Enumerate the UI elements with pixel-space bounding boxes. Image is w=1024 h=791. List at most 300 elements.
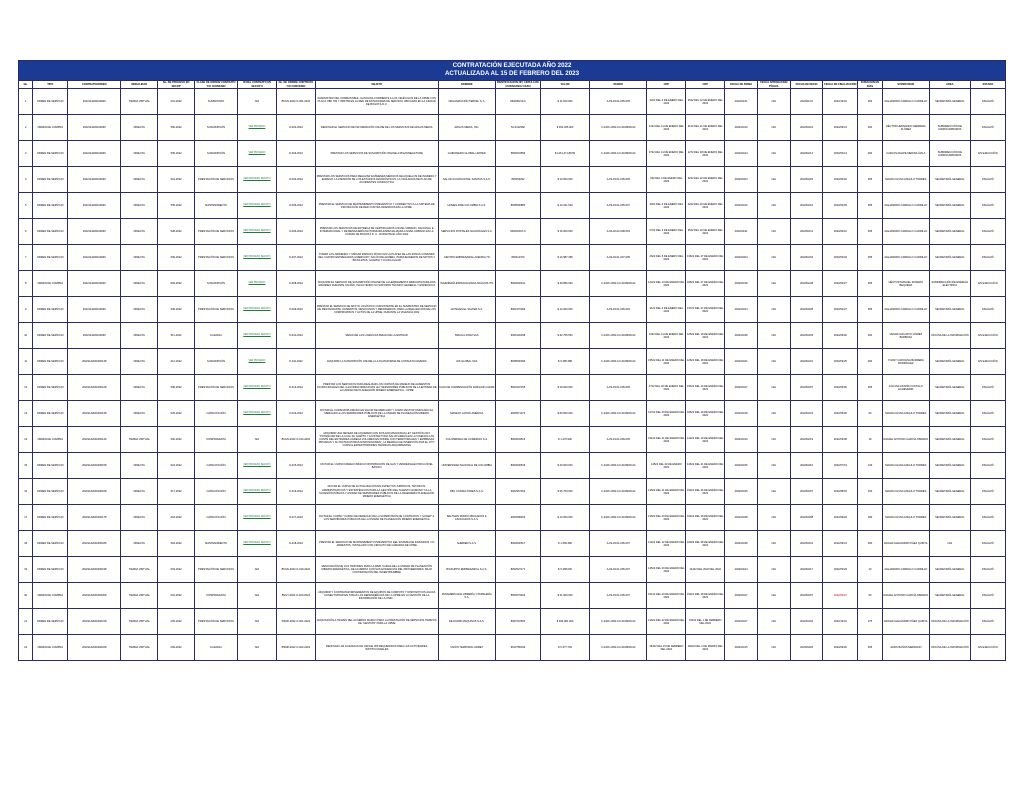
cell-id-secop[interactable]: VER PROCESO SECOP II [238, 245, 277, 271]
cell-rubro: C-2106-1000-0-0-2108003-02 [590, 505, 647, 531]
cell-identificacion: 8000716500 [495, 609, 540, 635]
cell-proceso-secop: 524-2022 [158, 453, 195, 479]
cell-identificacion: 8000000633 [495, 453, 540, 479]
cell-proceso-secop: 609-2022 [158, 271, 195, 297]
cell-tipo: ORDEN DE COMPRA [33, 115, 68, 141]
cell-rubro: A-03-03-01-005-005 [590, 89, 647, 115]
cell-rubro: C-2106-1000-0-0-2108003-02 [590, 479, 647, 505]
cell-modalidad: DIRECTA [121, 349, 158, 375]
cell-id-secop[interactable]: VER PROCESO SECOP II [238, 375, 277, 401]
cell-fecha-firma: 2022/02/11 [725, 89, 758, 115]
cell-fecha-fin: 2023/02/13 [823, 141, 858, 167]
cell-duracion: 365 [858, 635, 883, 661]
cell-supervisor: CARLOS FELIPE MEDINA ÁVILA [882, 141, 929, 167]
cell-clase: SUSCRIPCIÓN [195, 349, 238, 375]
cell-num-orden: BVGN-2022 O-019-2022 [276, 557, 315, 583]
cell-duracion: 180 [858, 505, 883, 531]
cell-proceso-secop: 617-2022 [158, 479, 195, 505]
cell-area: OFICINA DE LA INFORMACIÓN [929, 323, 970, 349]
cell-supervisor: ALEJANDRO CARRILLO CARRILLO [882, 557, 929, 583]
table-header-row [19, 80, 1006, 88]
cell-estado: EN EJECUCIÓN [970, 141, 1005, 167]
cell-num-orden: O-005-2022 [276, 193, 315, 219]
table-row [19, 141, 1006, 167]
cell-nombre: HOMES FIRE COLOMBIA S.A.S. [438, 193, 495, 219]
cell-identificacion: 8002527171 [495, 557, 540, 583]
cell-valor: $ 49.856.020 [540, 271, 589, 297]
cell-identificacion: 8002470069 [495, 297, 540, 323]
cell-nombre: DE DURMI MAQUINAS S.A.S. [438, 609, 495, 635]
cell-fecha-poliza: N/A [757, 609, 790, 635]
cell-contrato: 20221142001000168 [68, 479, 121, 505]
cell-identificacion: 830095213-0 [495, 89, 540, 115]
cell-supervisor: HÉCTOR MANUEL ROSERO BEQUERA [882, 271, 929, 297]
cell-supervisor: RAFAEL ANTONIO GARCÍA OBANDO [882, 427, 929, 453]
cell-valor: $ 50.500.000 [540, 401, 589, 427]
cell-clase: PRESTACIÓN DE SERVICIOS [195, 375, 238, 401]
cell-proceso-secop: 506-2022 [158, 115, 195, 141]
cell-supervisor: MAGDA ILIANA ANGULO TORRES [882, 479, 929, 505]
column-header: RUBRO [590, 80, 647, 88]
cell-tipo: ORDEN DE SERVICIO [33, 609, 68, 635]
cell-id-secop[interactable]: VER PROCESO SECOP II [238, 479, 277, 505]
cell-clase: COMPRAVENTA [195, 427, 238, 453]
cell-id-secop[interactable]: VER PROCESO [238, 349, 277, 375]
cell-crp: 16922 DEL 28 DE ENERO DEL 2022 [686, 531, 725, 557]
cell-fecha-poliza: N/A [757, 427, 790, 453]
cell-proceso-secop: 525-2022 [158, 401, 195, 427]
cell-fecha-fin: 2023/03/20 [823, 635, 858, 661]
cell-rubro: C-2106-1000-0-0-2108003-02 [590, 271, 647, 297]
cell-no: 9 [19, 297, 33, 323]
cell-crp: 2522 DEL 12 DE ENERO DEL 2022 [686, 89, 725, 115]
cell-tipo: ORDEN DE SERVICIO [33, 89, 68, 115]
cell-cdp: 15122 DEL 31 DE ENERO DEL 2022 [647, 427, 686, 453]
cell-nombre: SERVICIOS POSTALES NACIONALES S.A. [438, 219, 495, 245]
cell-clase: LICENCIA [195, 635, 238, 661]
cell-no: 7 [19, 245, 33, 271]
cell-duracion: 364 [858, 323, 883, 349]
cell-nombre: HOTELES EL SALTER S.A. [438, 297, 495, 323]
cell-fecha-poliza: N/A [757, 323, 790, 349]
cell-fecha-fin: 2022/07/19 [823, 453, 858, 479]
cell-estado: FINALIZÓ [970, 401, 1005, 427]
cell-no: 13 [19, 401, 33, 427]
cell-no: 17 [19, 505, 33, 531]
cell-tipo: ORDEN DE SERVICIO [33, 167, 68, 193]
cell-no: 22 [19, 635, 33, 661]
cell-contrato: 20221142001000149 [68, 427, 121, 453]
cell-fecha-firma: 2022/02/14 [725, 141, 758, 167]
cell-supervisor: MAGDA ILIANA ANGULO TORRES [882, 401, 929, 427]
cell-valor: $ 14.021.540 [540, 193, 589, 219]
cell-fecha-poliza: N/A [757, 635, 790, 661]
cell-duracion: 364 [858, 115, 883, 141]
cell-valor: $ 13.000.000 [540, 167, 589, 193]
cell-fecha-fin: 2023/02/09 [823, 193, 858, 219]
cell-id-secop[interactable]: VER PROCESO SECOP II [238, 323, 277, 349]
cell-area: SECRETARÍA GENERAL [929, 479, 970, 505]
cell-valor: $ 1.469.380 [540, 531, 589, 557]
cell-modalidad: DIRECTA [121, 531, 158, 557]
cell-clase: CAPACITACIÓN [195, 479, 238, 505]
cell-fecha-firma: 2022/02/28 [725, 531, 758, 557]
cell-area: SECRETARÍA GENERAL [929, 89, 970, 115]
cell-supervisor: EDGAR ALEJANDRO PÁEZ QUINTA [882, 531, 929, 557]
cell-area: SUBDIRECCIÓN DE HIDROCARBUROS [929, 141, 970, 167]
cell-cdp: 15122 DEL 20 DE ENERO DEL 2022 [647, 583, 686, 609]
cell-proceso-secop: 600-2022 [158, 427, 195, 453]
cell-crp: 13622 DEL 27 DE ENERO DEL 2022 [686, 245, 725, 271]
cell-estado: EN EJECUCIÓN [970, 349, 1005, 375]
cell-objeto: ADQUISICIÓN A TRAVÉS DEL ACUERDO MARCO PARA LA PRESTACIÓN DE SERVICIOS TIEMPOS DE "GESTIÓN" PARA LA UPME [315, 609, 438, 635]
cell-id-secop[interactable]: VER PROCESO SECOP II [238, 219, 277, 245]
cell-fecha-fin: 2023/02/27 [823, 297, 858, 323]
cell-objeto: SUMINISTRO DEL COMBUSTIBLE, GASOLINA CORRIENTE A LOS VEHÍCULOS DE LA UPME CON PLACA OBF 783 Y OBF783 EN LA RED DE ESTACIONES DE SERVICIO UBICADAS EN LA CIUDAD DE BOGOTÁ D.C. [315, 89, 438, 115]
cell-tipo: ORDEN DE SERVICIO [33, 219, 68, 245]
cell-contrato: 2022114200100036 [68, 245, 121, 271]
cell-num-orden: O-013-2022 [276, 401, 315, 427]
cell-modalidad: TIENDA VIRTUAL [121, 609, 158, 635]
cell-fecha-firma: 2022/02/15 [725, 635, 758, 661]
table-row [19, 193, 1006, 219]
cell-num-orden: O-006-2022 [276, 219, 315, 245]
cell-estado: FINALIZÓ [970, 115, 1005, 141]
cell-id-secop[interactable]: VER PROCESO [238, 115, 277, 141]
cell-contrato: 2022114200100036 [68, 115, 121, 141]
cell-crp: 3122 DEL 21 DE ENERO DEL 2022 [686, 115, 725, 141]
cell-tipo: ORDEN DE SERVICIO [33, 479, 68, 505]
column-header: FECHA DE INICIO [790, 80, 823, 88]
cell-fecha-firma: 2022/03/14 [725, 557, 758, 583]
cell-objeto: RENOVACIÓN DE LOS TRIPODES PARA LA WEB, CARGA DE LA UNIDAD DE PLANEACIÓN MINERO ENERGÉTICA, DE ACUERDO CON SUS EXIGENCIAS DEL PROVEEDORES, BAJO CONTRATACIÓN DEL INCERTIDUMBRE [315, 557, 438, 583]
cell-id-secop[interactable]: VER PROCESO SECOP II [238, 297, 277, 323]
cell-valor: $ 42.765.554 [540, 323, 589, 349]
cell-num-orden: 85008-2022 O-022-2022 [276, 635, 315, 661]
cell-estado: FINALIZÓ [970, 219, 1005, 245]
cell-nombre: BIZAGI LATAM SAS [438, 323, 495, 349]
cell-duracion: 19 [858, 427, 883, 453]
cell-duracion: 13 [858, 557, 883, 583]
cell-fecha-poliza: N/A [757, 401, 790, 427]
table-row [19, 297, 1006, 323]
cell-duracion: 365 [858, 375, 883, 401]
title-line-1: CONTRATACIÓN EJECUTADA AÑO 2022 [452, 61, 572, 69]
cell-nombre: MANEJO LATINO AMÉRICA [438, 401, 495, 427]
table-body [19, 89, 1006, 661]
cell-num-orden: O-011-2022 [276, 349, 315, 375]
cell-modalidad: DIRECTA [121, 453, 158, 479]
cell-identificacion: 9000571373 [495, 401, 540, 427]
cell-proceso-secop: 505-2022 [158, 141, 195, 167]
cell-contrato: 2022114200100006 [68, 89, 121, 115]
cell-valor: $ 1.470.900 [540, 427, 589, 453]
cell-proceso-secop: 005-2022 [158, 609, 195, 635]
cell-no: 10 [19, 323, 33, 349]
cell-fecha-fin: 2022/03/08 [823, 427, 858, 453]
cell-fecha-inicio: 2022/02/19 [790, 427, 823, 453]
cell-clase: PRESTACIÓN DE SERVICIOS [195, 297, 238, 323]
cell-crp: 15222 DEL 26 DE ENERO DEL 2022 [686, 479, 725, 505]
column-header: VALOR [540, 80, 589, 88]
cell-valor: $ 6.377.749 [540, 635, 589, 661]
cell-area: SECRETARÍA GENERAL [929, 245, 970, 271]
cell-crp: 4222 DEL 20 DE ENERO DEL 2022 [686, 193, 725, 219]
cell-fecha-inicio: 2022/03/01 [790, 401, 823, 427]
cell-modalidad: DIRECTA [121, 219, 158, 245]
cell-cdp: 2722 DEL 6 DE ENERO DEL 2022 [647, 219, 686, 245]
cell-fecha-fin: 2022/08/03 [823, 479, 858, 505]
cell-tipo: ORDEN DE SERVICIO [33, 505, 68, 531]
cell-id-secop[interactable]: VER PROCESO [238, 141, 277, 167]
cell-fecha-fin: 2023/03/31 [823, 115, 858, 141]
table-row [19, 245, 1006, 271]
cell-objeto: PRESTAR LOS SERVICIOS PARA REALIZAR LOS CURSOS DE MANEJO DE ALIMENTOS OCUPACIONALES DEL A ACUDIDA DIRECTIVAS LEY SERVIDORES PÚBLICOS DE LA ENTIDAD DE LA UNIDAD DE PLANEACIÓN MINERO ENERGÉTICA - UPME [315, 375, 438, 401]
cell-num-orden: O-016-2022 [276, 479, 315, 505]
cell-identificacion: 9000058200 [495, 505, 540, 531]
cell-fecha-poliza: N/A [757, 141, 790, 167]
column-header: CLASE DE ORDEN/ CONTRATO Y/O CONVENIO [196, 81, 236, 88]
cell-rubro: A-03-03-01-005-005 [590, 375, 647, 401]
cell-objeto: PRESTAR LOS SERVICIOS DE SUSCRIPCIÓN ONLINE A RIGZONE/ACTURE [315, 141, 438, 167]
cell-modalidad: DIRECTA [121, 401, 158, 427]
cell-objeto: ADQUIRIR EL SERVICIO DE SUSCRIPCIÓN ONLINE DE LA HERRAMIENTA WEB DATA PARA DOS GRANDES DURANTE UN AÑO, INCLUYENDO SU SOPORTE TÉCNICO GENERAL Y ESPECÍFICO [315, 271, 438, 297]
cell-fecha-firma: 2022/02/27 [725, 609, 758, 635]
cell-crp: 14422 DEL 2022 DEL 2022 [686, 557, 725, 583]
cell-fecha-fin: 2022/12/31 [823, 89, 858, 115]
cell-fecha-inicio: 2022/03/08 [790, 505, 823, 531]
table-row [19, 531, 1006, 557]
cell-clase: SUSCRIPCIÓN [195, 115, 238, 141]
cell-identificacion: 8008500880 [495, 193, 540, 219]
cell-rubro: A-03-03-01-005-005 [590, 167, 647, 193]
cell-rubro: C-2106-1000-0-0-2108003-02 [590, 141, 647, 167]
cell-id-secop[interactable]: VER PROCESO SECOP II [238, 193, 277, 219]
cell-estado: FINALIZÓ [970, 193, 1005, 219]
cell-duracion: 365 [858, 193, 883, 219]
cell-objeto: PRESTAR LOS SERVICIOS DE ENTREGA DE CERTIFICADOS A NIVEL URBANO, NACIONAL E INTERNACIONAL Y DE MENSAJERÍA MOTORIZADA ESPECIALIZADA A NIVEL URBANO EN LA CIUDAD DE BOGOTÁ D. C., DURANTE EL AÑO 2022 [315, 219, 438, 245]
cell-clase: MANTENIMIENTO [195, 193, 238, 219]
cell-area: SECRETARÍA GENERAL [929, 375, 970, 401]
cell-id-secop[interactable]: VER PROCESO SECOP II [238, 531, 277, 557]
cell-area: SECRETARÍA GENERAL [929, 349, 970, 375]
cell-objeto: DICTAR EL CURSO/DIPLOMADO EN VALOR DE MERCADO Y COMO-VECTOR UNIFICADO EL MERCADO A LOS SERVIDORES PÚBLICOS DE LA UNIDAD DE PLANEACIÓN MINERO ENERGÉTICA [315, 401, 438, 427]
cell-no: 15 [19, 453, 33, 479]
cell-cdp: 4722 DEL 20 DE ENERO DEL 2022 [647, 375, 686, 401]
table-row [19, 375, 1006, 401]
cell-area: SECRETARÍA GENERAL [929, 557, 970, 583]
cell-proceso-secop: 609-2022 [158, 245, 195, 271]
column-header: TIPO [33, 80, 68, 88]
cell-cdp: 3122 DEL 11 DE ENERO DEL 2022 [647, 115, 686, 141]
cell-contrato: 20221142001000138 [68, 401, 121, 427]
cell-nombre: SHEBIEM S.A.S. [438, 531, 495, 557]
cell-nombre: UNIVERSIDAD NACIONAL DE COLOMBIA [438, 453, 495, 479]
column-header: SUPERVISOR [882, 80, 929, 88]
cell-id-secop[interactable]: VER PROCESO SECOP II [238, 505, 277, 531]
cell-id-secop: N/A [238, 635, 277, 661]
cell-rubro: A-03-01-01-009-005 [590, 427, 647, 453]
cell-crp: 13722 DEL 27 DE ENERO DEL 2022 [686, 297, 725, 323]
cell-modalidad: TIENDA VIRTUAL [121, 557, 158, 583]
cell-clase: COMPRAVENTA [195, 583, 238, 609]
cell-id-secop: N/A [238, 609, 277, 635]
cell-nombre: ARGUS MEDIA, INC. [438, 115, 495, 141]
cell-no: 12 [19, 375, 33, 401]
cell-contrato: 20221142001000158 [68, 453, 121, 479]
table-row [19, 323, 1006, 349]
cell-valor: $ 362.465.000 [540, 115, 589, 141]
cell-supervisor: MAGDA ILIANA ANGULO TORRES [882, 167, 929, 193]
cell-contrato: 20221142001000186 [68, 531, 121, 557]
cell-supervisor: JULIANA ASTRID CASTILLO ECHEVERRI [882, 375, 929, 401]
cell-valor: $ 26.700.000 [540, 479, 589, 505]
cell-supervisor: ALEJANDRO CARRILLO CARRILLO [882, 297, 929, 323]
cell-estado: EN EJECUCIÓN [970, 323, 1005, 349]
cell-identificacion: 8600197155 [495, 375, 540, 401]
cell-rubro: C-2106-1000-0-0-2108003-02 [590, 349, 647, 375]
cell-id-secop[interactable]: VER PROCESO [238, 271, 277, 297]
cell-estado: FINALIZÓ [970, 505, 1005, 531]
cell-rubro: C-2106-1000-0-0-2108003-02 [590, 401, 647, 427]
cell-area: SECRETARÍA GENERAL [929, 427, 970, 453]
cell-tipo: ORDEN DE COMPRA [33, 583, 68, 609]
cell-cdp: 3422 DEL 11 DE ENERO DEL 2022 [647, 323, 686, 349]
cell-identificacion: 8900004516 [495, 427, 540, 453]
cell-crp: 15222 DEL 1 DE FEBRERO DEL 2022 [686, 609, 725, 635]
cell-cdp: 932 DEL 3 DE ENERO DEL 2022 [647, 167, 686, 193]
column-header: IDENTIFICACIÓN NIT, CEDULA DE CIUDADANIA/ CEDU [496, 81, 540, 88]
cell-proceso-secop: 528-2022 [158, 219, 195, 245]
cell-num-orden: O-004-2022 [276, 167, 315, 193]
cell-fecha-firma: 2022/02/24 [725, 297, 758, 323]
cell-cdp: 15522 DEL 11 DE ENERO DEL 2022 [647, 349, 686, 375]
cell-no: 3 [19, 141, 33, 167]
cell-modalidad: TIENDA VIRTUAL [121, 583, 158, 609]
cell-objeto: RENOVAR LAS LICENCIAS BIZAGI DE LA ENTIDAD [315, 323, 438, 349]
cell-cdp: 3022 DEL 6 DE ENERO DEL 2022 [647, 193, 686, 219]
cell-area: OFICINA DE LA INFORMACIÓN [929, 635, 970, 661]
cell-clase: LICENCIA [195, 323, 238, 349]
column-header: CONTRATO/ORDEN [68, 80, 121, 88]
column-header: NOMBRE [438, 80, 495, 88]
cell-duracion: 365 [858, 167, 883, 193]
cell-id-secop[interactable]: VER PROCESO SECOP II [238, 453, 277, 479]
cell-fecha-inicio: 2022/02/14 [790, 141, 823, 167]
cell-duracion: 130 [858, 453, 883, 479]
cell-modalidad: TIENDA VIRTUAL [121, 427, 158, 453]
cell-objeto: TOMAR LOS ARRIENDO Y UBICAR ESPACIO FÍSICO EN LA PLATEA DE LAS ZONAS COMUNES DEL CUATRO ENTREGADOS A MERCURY, SALÓN DE ALMERA, PARQUEADEROS DE MOTOS Y BICICLETAS, GUARDA Y AYUDA ALGAR [315, 245, 438, 271]
cell-crp: 12522 DEL 18 DE ENERO DEL 2022 [686, 323, 725, 349]
cell-valor: $ 14.000.000 [540, 297, 589, 323]
table-row [19, 583, 1006, 609]
cell-fecha-firma: 2022/02/03 [725, 167, 758, 193]
cell-fecha-firma: 2022/02/04 [725, 245, 758, 271]
cell-supervisor: EDGAR ALEJANDRO PÁEZ QUINTA [882, 609, 929, 635]
cell-fecha-poliza: N/A [757, 297, 790, 323]
cell-identificacion: 9002957362 [495, 479, 540, 505]
cell-fecha-inicio: 2022/02/10 [790, 193, 823, 219]
cell-objeto: ADQUIRIR UNA NEVERA DE AQUAREDI CON DOS EXQUISICIONAS LEY GESTIÓN 2017 "POTENCIAR DE LA CUAL SU ACEPTA Y AJUSTAR TODA SALUD AMELIA EN LA VIGENCIA LAS CONTÉ DEL ENTIDADES AGREGA VOLUMEN EN DONDE CON TERRITORIALES Y EMPRESAS PRIVADAS Y SU DICTAN ATORAS DISPOSICIONES", LA MEDIDA FUE INSERCIÓN POR EL CITY CONSUL EXPEDITORIONES TEÓRICAS ADQUIRIENTES [315, 427, 438, 453]
cell-estado: FINALIZÓ [970, 375, 1005, 401]
column-header: FECHA APROBACIÓN PÓLIZA [757, 80, 790, 88]
cell-objeto: RENOVAR LAS LICENCIAS DE OFFICE 365 REQUERIDOS PARA LAS ACTIVIDADES INSTITUCIONALES [315, 635, 438, 661]
cell-tipo: ORDEN DE COMPRA [33, 635, 68, 661]
cell-objeto: ADQUIRIR Y CONTRATAR IMPLEMENTOS DE EQUIPOS DE CÓMPUTO Y DISPOSITIVOS AGUAS CONECTIVIDAD EN TODAS LAS DEPENDENCIAS DE LA UPME EN LA GESTIÓN DE LA INFORMACIÓN DE LA UNID... [315, 583, 438, 609]
cell-rubro: A-02-02-02-008-003 [590, 219, 647, 245]
cell-duracion: 360 [858, 531, 883, 557]
cell-no: 16 [19, 479, 33, 505]
cell-crp: 15222 DEL 18 DE ENERO DEL 2022 [686, 583, 725, 609]
cell-tipo: ORDEN DE COMPRA [33, 271, 68, 297]
cell-cdp: 13522 DEL 20 DE ENERO DEL 2022 [647, 505, 686, 531]
cell-clase: CAPACITACIÓN [195, 401, 238, 427]
cell-contrato: 20221142001000218 [68, 609, 121, 635]
cell-area: SECRETARÍA GENERAL [929, 401, 970, 427]
cell-no: 21 [19, 609, 33, 635]
cell-identificacion: 830054292 [495, 167, 540, 193]
cell-objeto: PRESTAR LOS SERVICIOS PARA REALIZAR EXÁMENES MÉDICOS DE AQUELLOS DE INGRESO Y EGRESO, LA ATENCIÓN DE LOS ESTUDIOS DIAGNÓSTICOS, LA VIGILANCIA DE PLAN DE ACCIDENTES CONDUCTICA [315, 167, 438, 193]
cell-clase: CAPACITACIÓN [195, 453, 238, 479]
cell-fecha-fin: 2022/04/30 [823, 401, 858, 427]
cell-estado: FINALIZÓ [970, 583, 1005, 609]
cell-modalidad: DIRECTA [121, 245, 158, 271]
cell-supervisor: MAGDA ILIANA ANGULO TORRES [882, 453, 929, 479]
table-row [19, 167, 1006, 193]
cell-contrato: 2022114200100036 [68, 193, 121, 219]
cell-duracion: 365 [858, 219, 883, 245]
cell-estado: FINALIZÓ [970, 557, 1005, 583]
cell-supervisor: RAFAEL ANTONIO GARCÍA OBANDO [882, 583, 929, 609]
cell-contrato: 2022114200100036 [68, 219, 121, 245]
table-row [19, 401, 1006, 427]
cell-fecha-inicio: 2022/01/11 [790, 89, 823, 115]
cell-identificacion: 8000602517 [495, 531, 540, 557]
cell-clase: SUSCRIPCIÓN [195, 271, 238, 297]
cell-rubro: A-03-03-01-005-007 [590, 583, 647, 609]
cell-tipo: ORDEN DE SERVICIO [33, 557, 68, 583]
column-header: CDP [647, 80, 686, 88]
cell-nombre: BALTMAN PARDO ABOGADOS & ASOCIADOS S.A.S. [438, 505, 495, 531]
table-row [19, 427, 1006, 453]
cell-contrato: 20221142001000228 [68, 635, 121, 661]
cell-fecha-inicio: 2022/02/28 [790, 271, 823, 297]
cell-cdp: 14722 DEL 20 DE ENERO DEL 2022 [647, 401, 686, 427]
cell-clase: SUMINISTRO [195, 89, 238, 115]
cell-fecha-inicio: 2022/04/01 [790, 115, 823, 141]
cell-contrato: 2022114200100006 [68, 271, 121, 297]
cell-rubro: C-2106-1000-0-0-2108003-02 [590, 115, 647, 141]
cell-fecha-inicio: 2022/03/07 [790, 479, 823, 505]
cell-fecha-fin: 2023/03/06 [823, 375, 858, 401]
cell-no: 8 [19, 271, 33, 297]
cell-duracion: 60 [858, 583, 883, 609]
cell-fecha-poliza: N/A [757, 193, 790, 219]
cell-id-secop[interactable]: VER PROCESO SECOP II [238, 167, 277, 193]
cell-crp: 18622 DEL 27 DE ENERO DEL 2022 [686, 271, 725, 297]
cell-clase: CAPACITACIÓN [195, 505, 238, 531]
cell-fecha-firma: 2022/02/10 [725, 193, 758, 219]
cell-valor: $ 16.000.000 [540, 219, 589, 245]
cell-id-secop[interactable]: VER PROCESO SECOP II [238, 401, 277, 427]
cell-supervisor: JAIRO BAÑOS MEDRANO [882, 635, 929, 661]
cell-no: 2 [19, 115, 33, 141]
cell-contrato: 2022114200100036 [68, 323, 121, 349]
cell-identificacion: 8008500096 [495, 349, 540, 375]
cell-estado: FINALIZÓ [970, 89, 1005, 115]
cell-no: 5 [19, 193, 33, 219]
cell-duracion: 364 [858, 349, 883, 375]
